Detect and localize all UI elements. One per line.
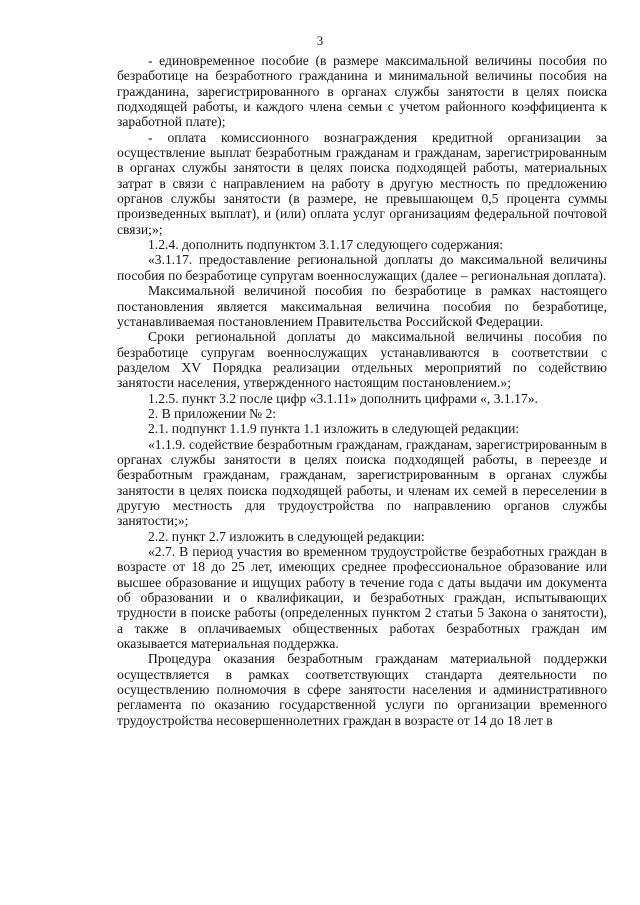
paragraph-1-2-4: 1.2.4. дополнить подпунктом 3.1.17 следующего содержания: xyxy=(148,237,504,253)
paragraph-2-7: «2.7. В период участия во временном трудоустройстве безработных граждан в возрасте от 18 до 25 лет, имеющих среднее профессиональное образование или высшее образование и ищущих работу в течение года с даты выдачи им документа об образовании и о квалификации, и безработных граждан, испытывающих трудности в поиске работы (определенных пунктом 2 статьи 5 Закона о занятости), а также в оплачиваемых общественных работах безработных граждан им оказывается материальная поддержка. xyxy=(117,544,607,652)
paragraph-surcharge-terms: Сроки региональной доплаты до максимальной величины пособия по безработице супругам военнослужащих устанавливаются в соответствии с разделом XV Порядка реализации отдельных мероприятий по содействию занятости населения, утвержденного настоящим постановлением.»; xyxy=(117,329,607,391)
paragraph-maximum-allowance: Максимальной величиной пособия по безработице в рамках настоящего постановления является максимальная величина пособия по безработице, устанавливаемая постановлением Правительства Российской Федерации. xyxy=(117,283,607,329)
paragraph-2-1: 2.1. подпункт 1.1.9 пункта 1.1 изложить в следующей редакции: xyxy=(148,421,520,437)
paragraph-1-2-5: 1.2.5. пункт 3.2 после цифр «3.1.11» дополнить цифрами «, 3.1.17». xyxy=(148,390,538,406)
paragraph-3-1-17: «3.1.17. предоставление региональной доплаты до максимальной величины пособия по безработице супругам военнослужащих (далее – региональная доплата). xyxy=(117,252,607,283)
page-number: 3 xyxy=(316,34,324,48)
paragraph-support-procedure: Процедура оказания безработным гражданам материальной поддержки осуществляется в рамках соответствующих стандарта деятельности по осуществлению полномочия в сфере занятости населения и административного регламента по оказанию государственной услуги по организации временного трудоустройства несовершеннолетних граждан в возрасте от 14 до 18 лет в xyxy=(117,651,607,728)
document-body xyxy=(117,53,607,728)
paragraph-2-2: 2.2. пункт 2.7 изложить в следующей редакции: xyxy=(148,528,425,544)
paragraph-appendix-2: 2. В приложении № 2: xyxy=(148,405,277,421)
paragraph-1-1-9: «1.1.9. содействие безработным гражданам, гражданам, зарегистрированным в органах службы занятости в целях поиска подходящей работы, в переезде и безработным гражданам, гражданам, зарегистрированным в органах службы занятости в целях поиска подходящей работы, и членам их семей в переселении в другую местность для трудоустройства по направлению органов службы занятости;»; xyxy=(117,436,607,529)
paragraph-lump-sum-allowance: - единовременное пособие (в размере максимальной величины пособия по безработице на безработного гражданина и минимальной величины пособия на гражданина, зарегистрированного в органах службы занятости в целях поиска подходящей работы, и каждого члена семьи с учетом районного коэффициента к заработной плате); xyxy=(117,53,607,130)
paragraph-commission-payment: - оплата комиссионного вознаграждения кредитной организации за осуществление выплат безработным гражданам и гражданам, зарегистрированным в органах службы занятости в целях поиска подходящей работы, материальных затрат в связи с направлением на работу в другую местность по предложению органов службы занятости (в размере, не превышающем 0,5 процента суммы произведенных выплат), и (или) оплата услуг организациям федеральной почтовой связи;»; xyxy=(117,129,607,237)
